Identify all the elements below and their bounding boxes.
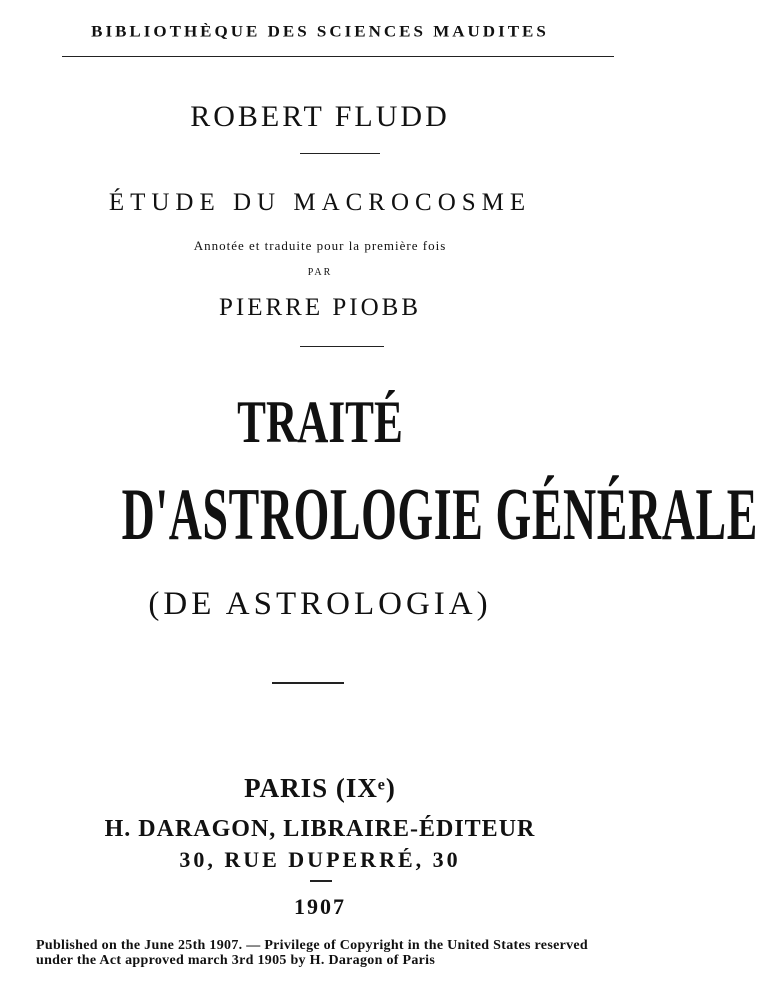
study-title: ÉTUDE DU MACROCOSME bbox=[108, 189, 532, 216]
divider-rule bbox=[300, 153, 380, 154]
author-name: ROBERT FLUDD bbox=[190, 100, 450, 133]
main-title-line-2: D'ASTROLOGIE GÉNÉRALE bbox=[121, 474, 758, 556]
imprint-publisher: H. DARAGON, LIBRAIRE-ÉDITEUR bbox=[104, 816, 536, 842]
imprint-city: PARIS (IXᵉ) bbox=[244, 773, 396, 803]
divider-rule bbox=[300, 346, 384, 347]
imprint-address: 30, RUE DUPERRÉ, 30 bbox=[179, 847, 461, 872]
series-rule bbox=[62, 56, 614, 57]
imprint-year: 1907 bbox=[294, 894, 346, 919]
main-title-line-1: TRAITÉ bbox=[237, 389, 403, 455]
divider-rule bbox=[310, 880, 332, 882]
par-label: PAR bbox=[307, 267, 333, 278]
subtitle: (DE ASTROLOGIA) bbox=[148, 586, 492, 622]
translator-name: PIERRE PIOBB bbox=[218, 294, 421, 321]
series-heading: BIBLIOTHÈQUE DES SCIENCES MAUDITES bbox=[91, 23, 549, 41]
divider-rule bbox=[272, 682, 344, 684]
copyright-notice: Published on the June 25th 1907. — Privilege of Copyright in the United States reserved under the Act approved march 3rd 1905 by H. Daragon of Paris bbox=[36, 938, 589, 968]
annotation-note: Annotée et traduite pour la première fois bbox=[193, 238, 447, 253]
